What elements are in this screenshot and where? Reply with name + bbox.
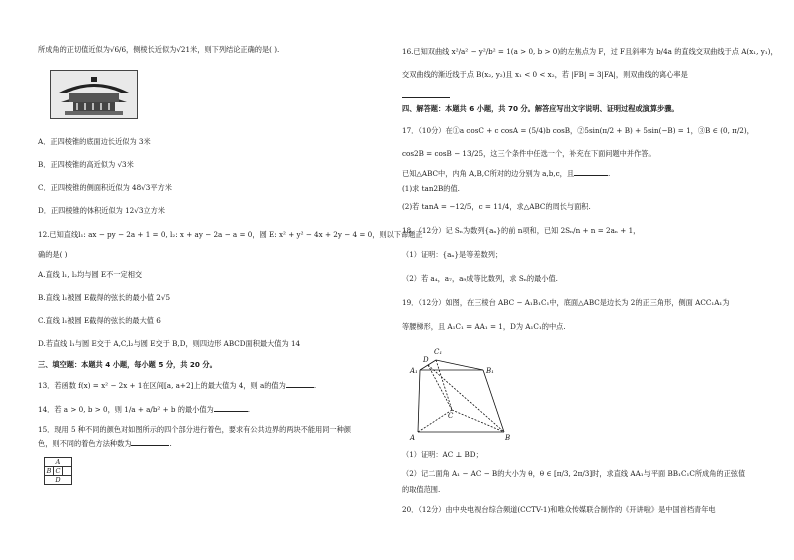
q12-option-d: D.若直线 l₁与圆 E交于 A,C,l₂与圆 E交于 B,D，则四边形 ABCD面积最大值为 14 [38,339,301,348]
q19-stem-continued: 等腰梯形，且 A₁C₁ = AA₁ = 1，D为 A₁C₁的中点. [402,322,566,331]
label-d: D [423,356,429,364]
label-b: B [505,434,510,442]
q19-part2-continued: 的取值范围. [402,485,441,494]
q12-stem: 12.已知直线l₁: ax − py − 2a + 1 = 0, l₂: x + ay − 2a − a = 0，圆 E: x² + y² − 4x + 2y − 4 = 0，则以下命题正 [38,230,423,239]
q18-stem: 18．（12分）记 Sₙ为数列{aₙ}的前 n项和，已知 2Sₙ/n + n = 2aₙ + 1， [402,226,641,235]
region-b: B [45,467,54,476]
q15-stem-continued: 色，则不同的着色方法种数为 . [38,439,172,448]
q11-stem-continued: 所成角的正切值近似为√6/6，侧棱长近似为√21米，则下列结论正确的是( ). [38,45,280,54]
region-a: A [45,458,72,467]
q11-option-d: D．正四棱锥的体积近似为 12√3立方米 [38,206,165,215]
pavilion-photo [50,70,138,119]
q20-stem: 20．（12分）由中央电视台综合频道(CCTV-1)和唯众传媒联合制作的《开讲啦》是中国首档青年电 [402,505,716,514]
q16-answer-blank [402,90,450,98]
q17-part1: (1)求 tan2B的值. [402,184,460,193]
q11-option-c: C．正四棱锥的侧面积近似为 48√3平方米 [38,183,172,192]
q19-part1: （1）证明：AC ⊥ BD； [402,450,483,459]
q17-part2: (2)若 tanA = −12/5，c = 11/4，求△ABC的周长与面积. [402,202,591,211]
q12-option-b: B.直线 l₁被圆 E截得的弦长的最小值 2√5 [38,293,171,302]
region-d: D [45,476,72,485]
section-four-heading: 四、解答题：本题共 6 小题，共 70 分。解答应写出文字说明、证明过程或演算步骤。 [402,104,679,113]
q16-stem: 16.已知双曲线 x²/a² − y²/b² = 1(a > 0, b > 0)的左焦点为 F，过 F且斜率为 b/4a 的直线交双曲线于点 A(x₁, y₁)， [402,47,778,56]
q13-stem: 13．若函数 f(x) = x² − 2x + 1在区间[a, a+2]上的最大值为 4，则 a的值为 . [38,381,317,390]
q17-given: 已知△ABC中，内角 A,B,C所对的边分别为 a,b,c，且 . [402,169,611,178]
q18-part2: （2）若 a₄，a₇，a₉成等比数列，求 Sₙ的最小值. [402,274,558,283]
q14-stem: 14．若 a > 0, b > 0，则 1/a + a/b² + b 的最小值为 . [38,405,251,414]
q11-option-b: B．正四棱锥的高近似为 √3米 [38,160,134,169]
label-a: A [410,434,416,442]
q17-condition-blank [574,168,608,176]
region-empty [63,467,72,476]
q17-stem-continued: cos2B = cosB − 13/25，这三个条件中任选一个，补充在下面问题中并作答。 [402,149,656,158]
label-c1: C₁ [434,348,443,356]
section-three-heading: 三、填空题：本题共 4 小题，每小题 5 分，共 20 分。 [38,360,217,369]
region-c: C [54,467,63,476]
q12-stem-continued: 确的是( ) [38,250,68,259]
q19-stem: 19．（12分）如图，在三棱台 ABC − A₁B₁C₁中，底面△ABC是边长为 2的正三角形，侧面 ACC₁A₁为 [402,298,730,307]
label-a1: A₁ [410,367,418,375]
frustum-figure [406,340,510,442]
q12-option-c: C.直线 l₁被圆 E截得的弦长的最大值 6 [38,316,161,325]
coloring-regions-figure [44,457,72,485]
q16-stem-continued: 交双曲线的渐近线于点 B(x₂, y₂)且 x₁ < 0 < x₂，若 |FB| = 3|FA|，则双曲线的离心率是 [402,70,688,79]
q18-part1: （1）证明：{aₙ}是等差数列； [402,250,503,259]
q19-part2: （2）记二面角 A₁ − AC − B的大小为 θ，θ ∈ [π/3, 2π/3]时，求直线 AA₁与平面 BB₁C₁C所成角的正弦值 [402,469,746,478]
pavilion-illustration [51,71,137,118]
label-b1: B₁ [486,367,494,375]
label-c: C [448,412,454,420]
q14-answer-blank [214,404,248,412]
q12-option-a: A.直线 l₁, l₂均与圆 E不一定相交 [38,270,143,279]
q13-answer-blank [286,380,314,388]
q15-stem: 15．现用 5 种不同的颜色对如图所示的四个部分进行着色，要求有公共边界的两块不能用同一种颜 [38,425,351,434]
q11-option-a: A．正四棱锥的底面边长近似为 3米 [38,137,151,146]
q17-stem: 17．（10分）在①a cosC + c cosA = (5/4)b cosB，②5sin(π/2 + B) + 5sin(−B) = 1，③B ∈ (0, π/2)， [402,126,754,135]
q15-answer-blank [131,438,169,446]
